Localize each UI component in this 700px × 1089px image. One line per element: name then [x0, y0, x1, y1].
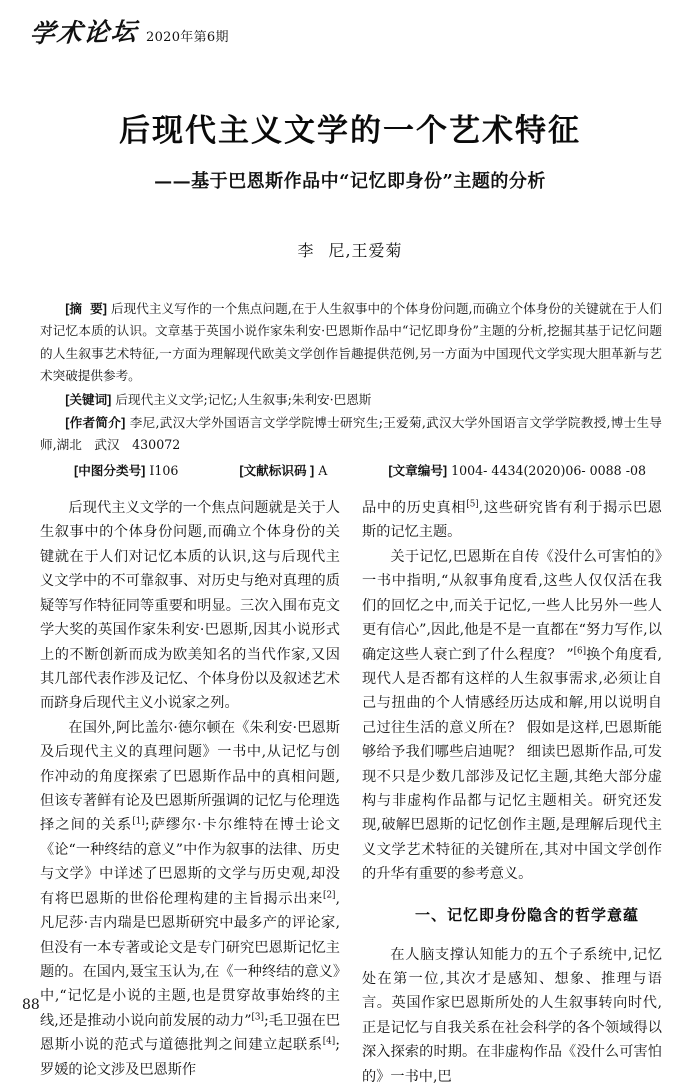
page-number: 88: [22, 997, 40, 1013]
page-title: 后现代主义文学的一个艺术特征: [119, 113, 581, 148]
reference-marker: [2]: [323, 890, 336, 901]
section-heading: 一、记忆即身份隐含的哲学意蕴: [414, 906, 639, 924]
paragraph-segment: ,这些研究皆有利于揭示巴恩斯的记忆主题。: [362, 500, 662, 541]
body-paragraph: 在人脑支撑认知能力的五个子系统中,记忆处在第一位,其次才是感知、想象、推理与语言。英国作家巴恩斯所处的人生叙事转向时代,正是记忆与自我关系在社会科学的各个领域得以深入探索的时期。在非虚构作品《没什么可害怕的》一书中,巴: [362, 946, 662, 1085]
author-bio-paragraph: [40, 412, 662, 457]
abstract-text: 后现代主义写作的一个焦点问题,在于人生叙事中的个体身份问题,而确立个体身份的关键就在于人们对记忆本质的认识。文章基于英国小说作家朱利安·巴恩斯作品中“记忆即身份”主题的分析,挖掘其基于记忆问题的人生叙事艺术特征,一方面为理解现代欧美文学创作旨趣提供范例,另一方面为中国现代文学实现大胆革新与艺术突破提供参考。: [40, 301, 662, 384]
reference-marker: [5]: [466, 499, 479, 510]
body-paragraph: [362, 545, 662, 887]
doc-code-label: [文献标识码 ]: [239, 464, 315, 478]
doc-code-value: A: [318, 463, 328, 478]
paragraph-segment: 品中的历史真相: [362, 500, 467, 516]
masthead: [28, 16, 229, 49]
abstract-label-tail: 要]: [90, 302, 107, 316]
paragraph-segment: 换个角度看,现代人是否都有这样的人生叙事需求,必须让自己与扭曲的个人情感经历达成和解,用以说明自己过往生活的意义所在？ 假如是这样,巴恩斯能够给予我们哪些启迪呢？ 细读巴恩斯作品,可发现不只是少数几部涉及记忆主题,其绝大部分虚构与非虚构作品都与记忆主题相关。研究还发现,破解巴恩斯的记忆创作主题,是理解后现代主义文学艺术特征的关键所在,其对中国文学创作的升华有重要的参考意义。: [362, 646, 663, 883]
paragraph-segment: ;罗媛的论文涉及巴恩斯作: [40, 1037, 340, 1078]
paragraph-segment: ;毛卫强在巴恩斯小说的范式与道德批判之间建立起联系: [40, 1012, 341, 1054]
paragraph-segment: ;萨缪尔·卡尔维特在博士论文《论“一种终结的意义”中作为叙事的法律、历史与文学》中详述了巴恩斯的文学与历史观,却没有将巴恩斯的世俗伦理构建的主旨揭示出来: [40, 817, 340, 907]
right-column: [362, 496, 663, 1085]
article-id-value: 1004- 4434(2020)06- 0088 -08: [451, 463, 646, 478]
clc-label: [中图分类号]: [74, 464, 146, 478]
reference-marker: [1]: [132, 816, 145, 827]
keywords-label: [关键词]: [65, 392, 112, 407]
journal-logo: 学术论坛: [28, 16, 140, 49]
body-paragraph: [362, 496, 662, 545]
paragraph-segment: 在国外,阿比盖尔·德尔顿在《朱利安·巴恩斯及后现代主义的真理问题》一书中,从记忆与创作冲动的角度探索了巴恩斯作品中的真相问题,但该专著鲜有论及巴恩斯所强调的记忆与伦理选择之间的关系: [40, 719, 340, 834]
author-bio-label: [作者简介]: [65, 416, 126, 431]
paragraph-segment: ,凡尼莎·吉内瑞是巴恩斯研究中最多产的评论家,但没有一本专著或论文是专门研究巴恩斯记忆主题的。在国内,聂宝玉认为,在《一种终结的意义》中,“记忆是小说的主题,也是贯穿故事始终的主线,还是推动小说向前发展的动力”: [40, 890, 340, 1029]
author-bio-text: 李尼,武汉大学外国语言文学学院博士研究生;王爱菊,武汉大学外国语言文学学院教授,博士生导师,湖北 武汉 430072: [40, 415, 662, 453]
clc-group: [74, 460, 178, 479]
frontmatter: [40, 298, 662, 458]
paragraph-segment: 关于记忆,巴恩斯在自传《没什么可害怕的》一书中指明,“从叙事角度看,这些人仅仅活在我们的回忆之中,而关于记忆,一些人比另外一些人更有信心”,因此,他是不是一直都在“努力写作,以确定这些人衰亡到了什么程度？ ”: [362, 548, 662, 663]
doc-code-group: [239, 460, 327, 479]
author-name-primary: 李: [297, 241, 315, 260]
reference-marker: [3]: [251, 1012, 264, 1023]
author-name-secondary: 尼,王爱菊: [328, 241, 403, 260]
body-paragraph: [40, 716, 340, 1082]
reference-marker: [6]: [573, 645, 587, 656]
body-paragraph: 后现代主义文学的一个焦点问题就是关于人生叙事中的个体身份问题,而确立个体身份的关键就在于人们对记忆本质的认识,这与后现代主义文学中的不可靠叙事、对历史与绝对真理的质疑等写作特征同等重要和明显。三次入围布克文学大奖的英国作家朱利安·巴恩斯,因其小说形式上的不断创新而成为欧美知名的当代作家,又因其几部代表作涉及记忆、个体身份以及叙述艺术而跻身后现代主义小说家之列。: [40, 500, 340, 712]
clc-value: I106: [149, 463, 179, 478]
issue-label: 2020年第6期: [146, 30, 229, 45]
abstract-label: [摘: [65, 302, 83, 316]
title-block: [40, 112, 660, 193]
keywords-paragraph: [40, 389, 662, 411]
classification-line: [40, 460, 662, 479]
body-columns: [40, 496, 663, 1085]
reference-marker: [4]: [322, 1036, 336, 1047]
article-id-group: [388, 460, 646, 479]
keywords-text: 后现代主义文学;记忆;人生叙事;朱利安·巴恩斯: [115, 391, 372, 407]
abstract-paragraph: [40, 298, 662, 388]
article-subtitle: ——基于巴恩斯作品中“记忆即身份”主题的分析: [154, 170, 546, 192]
article-id-label: [文章编号]: [388, 464, 448, 478]
left-column: [40, 496, 341, 1078]
author-line: [40, 238, 660, 261]
